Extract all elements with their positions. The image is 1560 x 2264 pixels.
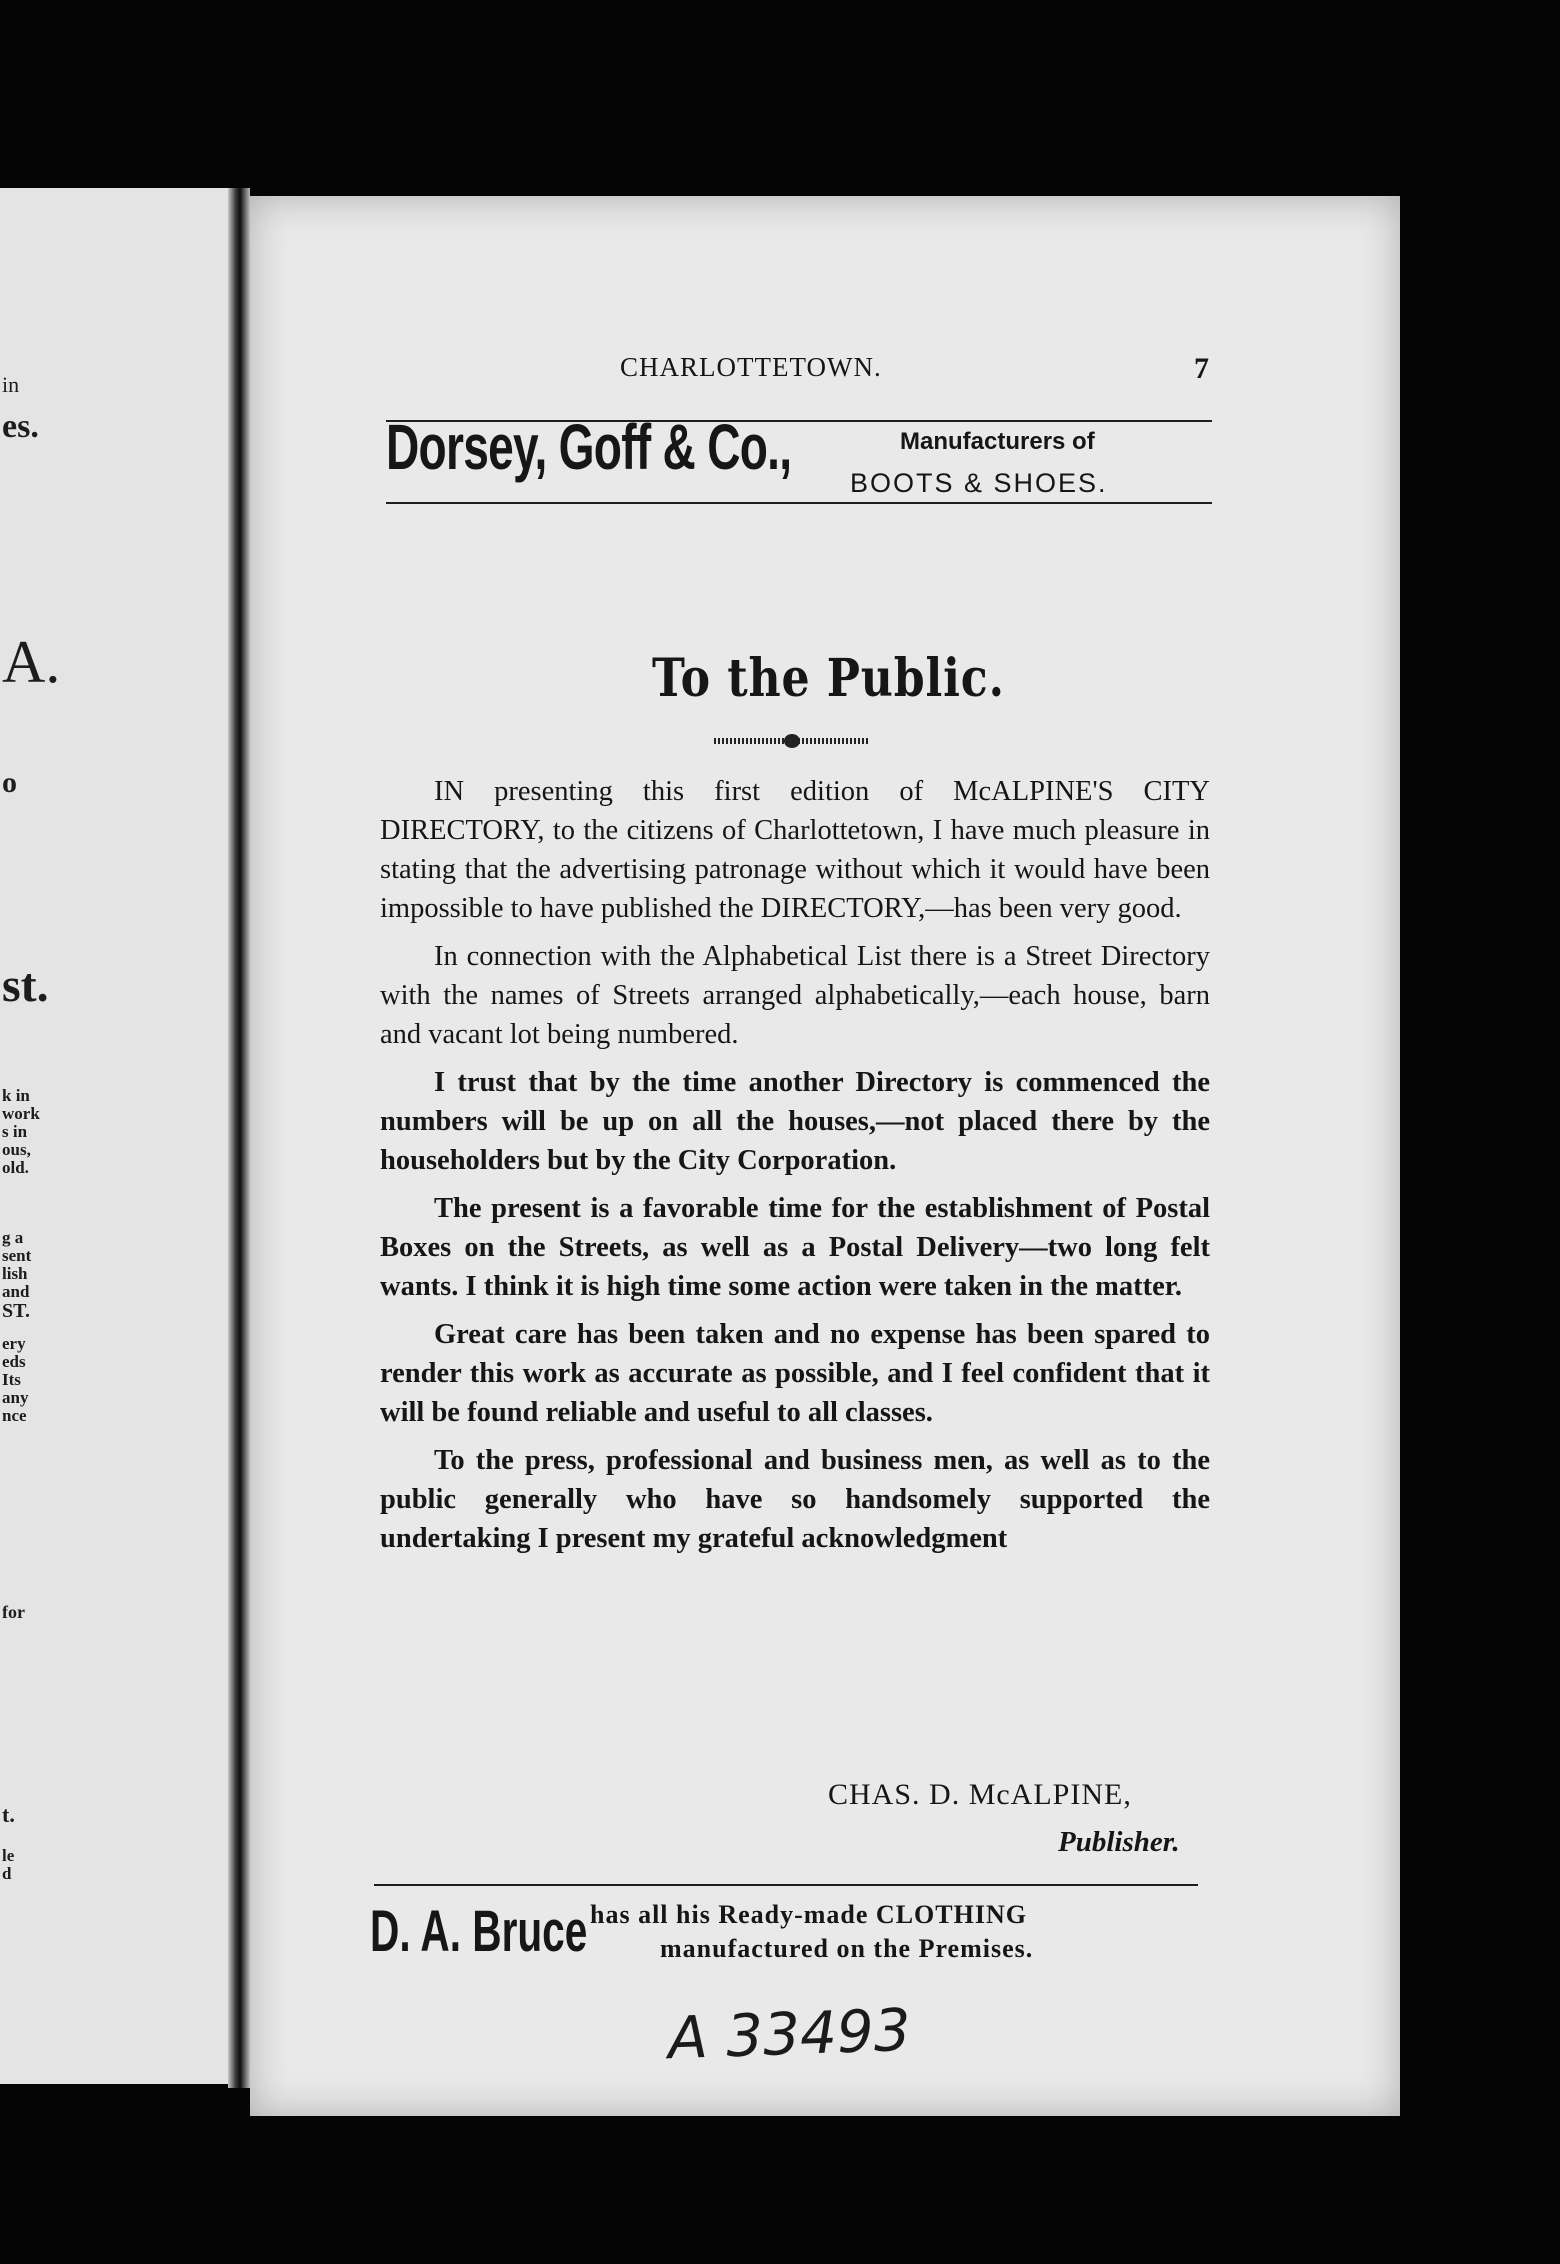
article-paragraph: The present is a favorable time for the establishment of Postal Boxes on the Streets, as well as a Postal Delivery—two long felt wants. I think it is high time some action were taken in the matter. [380, 1193, 1210, 1302]
signature-role: Publisher. [1058, 1826, 1180, 1858]
left-fragment: s in [2, 1122, 28, 1141]
left-page-fragment [0, 188, 248, 2084]
bottom-ad-rule [374, 1884, 1198, 1886]
left-fragment: A. [2, 629, 61, 695]
running-head: CHARLOTTETOWN. [620, 352, 882, 382]
left-fragment: st. [2, 959, 49, 1012]
top-ad-company: Dorsey, Goff & Co., [386, 411, 792, 483]
left-fragment: es. [2, 408, 39, 445]
book-gutter [228, 188, 250, 2088]
signature-name: CHAS. D. McALPINE, [828, 1778, 1132, 1811]
left-fragment: k in [2, 1086, 30, 1105]
left-fragment: nce [2, 1406, 27, 1425]
article-title: To the Public. [652, 648, 1005, 709]
left-fragment: Its [2, 1370, 21, 1389]
left-fragment: le [2, 1846, 15, 1865]
left-fragment: in [2, 372, 20, 397]
left-fragment: ST. [2, 1300, 30, 1322]
left-fragment: for [2, 1602, 25, 1622]
left-fragment: and [2, 1282, 30, 1301]
left-fragment: ery [2, 1334, 26, 1353]
bottom-ad-line2: manufactured on the Premises. [660, 1934, 1034, 1963]
article-paragraph: In connection with the Alphabetical List there is a Street Directory with the names of Streets arranged alphabetically,—each house, barn and vacant lot being numbered. [380, 941, 1210, 1050]
top-ad-product: BOOTS & SHOES. [850, 468, 1108, 498]
page-number: 7 [1194, 352, 1209, 385]
left-fragment: old. [2, 1158, 29, 1177]
left-fragment: o [2, 766, 17, 799]
article-paragraph: Great care has been taken and no expense has been spared to render this work as accurate as possible, and I feel confident that it will be found reliable and useful to all classes. [380, 1319, 1210, 1428]
left-fragment: g a [2, 1228, 24, 1247]
title-ornament [714, 738, 870, 744]
left-fragment: eds [2, 1352, 26, 1371]
top-ad-tagline: Manufacturers of [900, 428, 1095, 455]
handwritten-catalog-number: A 33493 [666, 1995, 912, 2073]
top-ad-rule [386, 502, 1212, 504]
article-paragraph: I trust that by the time another Directory is commenced the numbers will be up on all the houses,—not placed there by the householders but by the City Corporation. [380, 1067, 1210, 1176]
article-paragraph: To the press, professional and business men, as well as to the public generally who have so handsomely supported the undertaking I present my grateful acknowledgment [380, 1445, 1210, 1554]
left-fragment: d [2, 1864, 12, 1883]
left-fragment: any [2, 1388, 29, 1407]
left-fragment: sent [2, 1246, 32, 1265]
article-paragraph: IN presenting this first edition of McALPINE'S CITY DIRECTORY, to the citizens of Charlottetown, I have much pleasure in stating that the advertising patronage without which it would have been impossible to have published the DIRECTORY,—has been very good. [380, 776, 1210, 924]
left-fragment: work [2, 1104, 40, 1123]
left-fragment: lish [2, 1264, 28, 1283]
bottom-ad-name: D. A. Bruce [370, 1899, 588, 1964]
bottom-ad-line1: has all his Ready-made CLOTHING [590, 1900, 1027, 1929]
left-fragment: t. [2, 1802, 15, 1827]
left-fragment: ous, [2, 1140, 31, 1159]
article-body [380, 772, 1210, 1567]
